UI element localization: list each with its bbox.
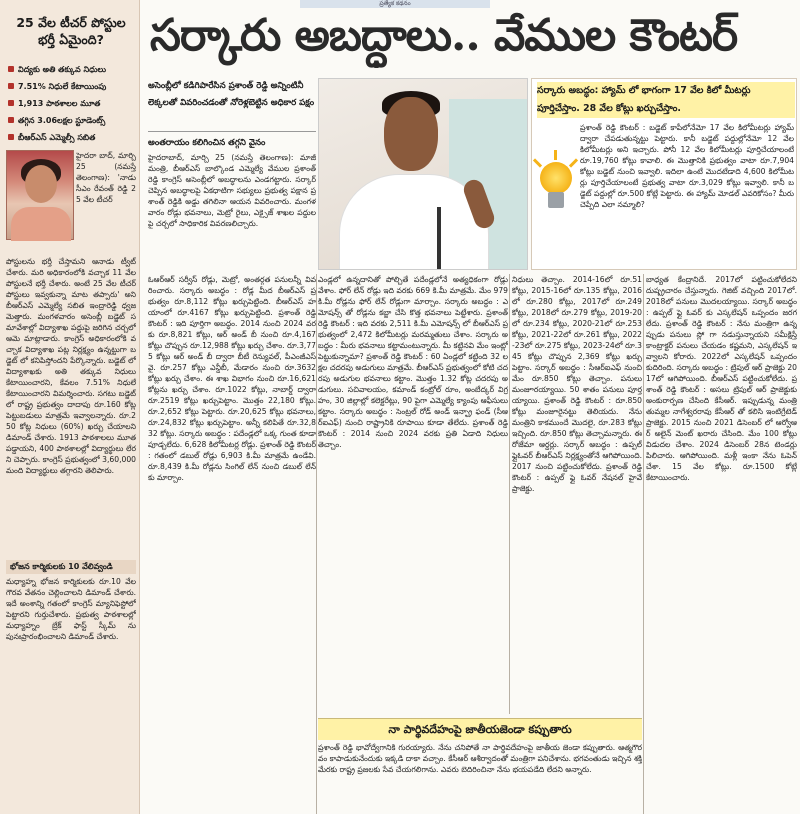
column-divider [316,274,317,814]
sabitha-photo [6,150,74,240]
sidebar-title: 25 వేల టీచర్ పోస్టుల భర్తీ ఏమైంది? [16,15,126,47]
lead-subheading: అంతరాయం కలిగించిన తగ్గని వైనం [148,138,266,148]
factcheck-heading: సర్కారు అబద్ధం: హ్యామ్ లో భాగంగా 17 వేల కిలో మీటర్లు పూర్తిచేస్తాం. 28 వేల కోట్లు ఖర్చుచేస్తాం. [537,82,795,118]
column-divider [509,274,510,714]
emotional-box-body: ప్రశాంత్ రెడ్డి భావోద్వేగానికి గురయ్యారు. నేను చనిపోతే నా పార్థివదేహంపై జాతీయ జెండా కప్పుతారు. ఆత్మగౌరవం కాపాడుకునేందుకు ఇక్కడి దాకా వచ్చాం. కేసీఆర్ ఆశీర్వాదంతో మంత్రిగా పనిచేశాను. భగవంతుడు ఇచ్చిన శక్తి మేరకు రాష్ట్ర ప్రజలకు సేవ చేయగలిగాను. ఎవరు బెదిరించినా నేను భయపడేది లేదని అన్నారు. [318,743,642,774]
sidebar-body-text: పోస్టులను భర్తీ చేస్తామని ఆనాడు ట్వీట్ చేశారు. మరి అధికారంలోకి వచ్చాక 11 వేల పోస్టులనే భర్తీ చేశారు. అంటే 25 వేల టీచర్ పోస్టులు ఇవ్వకున్నా మాట తప్పారు' అని బీఆర్ఎస్ ఎమ్మెల్యే సబిత ఇంద్రారెడ్డి ధ్వజమెత్తారు. మంగళవారం అసెంబ్లీ బడ్జెట్ సమావేశాల్లో విద్యాశాఖ పద్దుపై జరిగిన చర్చలో ఆమె మాట్లాడారు. కాంగ్రెస్ అధికారంలోకి వచ్చాక విద్యాశాఖ పట్ల నిర్లక్ష్యం ఉన్నట్టుగా బడ్జెట్ లో కనిపిస్తోందని పేర్కొన్నారు. బడ్జెట్ లో విద్యాశాఖకు అతి తక్కువ నిధులు కేటాయించారని, కేవలం 7.51% నిధులే కేటాయించారని విమర్శించారు. సగటు బడ్జెట్ లో రాష్ట్ర ప్రభుత్వం దాదాపు రూ.160 కోట్ల పెట్టుబడులు మాత్రమే ఇవ్వాలన్నారు. రూ.250 కోట్ల నిధులు (60%) ఖర్చు చేయాలని డిమాండ్ చేశారు. 1913 పాఠశాలలు మూతపడ్డాయని, 400 పాఠశాలల్లో విద్యార్థులు లేరని చెప్పారు. కాంగ్రెస్ ప్రభుత్వంలో 3,60,000 మంది విద్యార్థులు తగ్గారని తెలిపారు. [6,257,136,475]
article-column-3: నిధులు తెచ్చాం. 2014-16లో రూ.51 కోట్లు, 2015-16లో రూ.135 కోట్లు, 2016లో రూ.280 కోట్లు, 2017లో రూ.249 కోట్లు, 2018లో రూ.279 కోట్లు, 2019-20లో రూ.234 కోట్లు, 2020-21లో రూ.253 కోట్లు, 2021-22లో రూ.261 కోట్లు, 2022-23లో రూ.275 కోట్లు, 2023-24లో రూ.345 కోట్లు చొప్పున 2,369 కోట్లు ఖర్చు పెట్టాం. సర్కార్ అబద్ధం : సీఆర్ఐఎఫ్ నుంచి మేం రూ.850 కోట్లు తెచ్చాం. పనులు మంజూరయ్యాయి. 50 శాతం పనులు పూర్తయ్యాయి. ప్రశాంత్ రెడ్డి కౌంటర్ : రూ.850 కోట్లు మంజూరైనట్టు తెలియదు. నేను మంత్రిని కాకముందే మొదలై, రూ.283 కోట్లు ఇచ్చింది. రూ.850 కోట్లు తెచ్చామన్నారు. ఈ రోజేమా ఆర్డర్లు. సర్కార్ అబద్ధం : ఉప్పల్ ఫ్లైఓవర్ బీఆర్ఎస్ నిర్లక్ష్యంతోనే ఆగిపోయింది. 2017 నుంచి పట్టించుకోలేదు. ప్రశాంత్ రెడ్డి కౌంటర్ : ఉప్పల్ ఫ్లై ఓవర్ నేషనల్ హైవే ప్రాజెక్టు. [512,275,642,493]
top-strip: ప్రత్యేక కథనం [300,0,490,8]
article-column-4: బాధ్యత కేంద్రానిదే. 2017లో పట్టించుకోలేదని దుష్ప్రచారం చేస్తున్నారు. గెజిట్ వచ్చింది 2017లో. 2018లో పనులు మొదలయ్యాయి. సర్కార్ అబద్ధం : ఉప్పల్ ఫ్లై ఓవర్ కు ఎస్కలేషన్ ఒప్పందం జరగలేదు. ప్రశాంత్ రెడ్డి కౌంటర్ : నేను మంత్రిగా ఉన్నప్పుడు పనులు స్లో గా నడుస్తున్నాయని సమీక్షిస్తే కాంట్రాక్టర్ పనులు చేయడం కష్టమని, ఎస్కలేషన్ ఇవ్వాలని కోరారు. 2022లో ఎస్కలేషన్ ఒప్పందం కుదిరింది. సర్కారు అబద్ధం : ట్రిపుల్ ఆర్ ప్రాజెక్టు 2017లో ఆగిపోయింది. బీఆర్ఎస్ పట్టించుకోలేదు. ప్రశాంత్ రెడ్డి కౌంటర్ : అసలు ట్రిపుల్ ఆర్ ప్రాజెక్టుకు అంకురార్పణ చేసింది కేసీఆర్. ఇప్పుడున్న మంత్రి తుమ్మల నాగేశ్వరరావు కేసీఆర్ తో కలిసి ఇంటిగ్రేటెడ్ ప్రాజెక్టు. 2015 నుంచి 2021 డిసెంబర్ లో ఆర్వోఆర్ అలైన్ మెంట్ ఖరారు చేసింది. మేం 100 కోట్లు విడుదల చేశాం. 2024 డిసెంబర్ 28న టెండర్లు పిలిచారు. ఆగిపోయింది. మళ్లీ ఇంకా నేను ఓపెన్ చేశా. 15 వేల కోట్లు. రూ.1500 కోట్లే కేటాయించారు. [646,275,797,482]
sidebar-subheading: భోజన కార్మికులకు 10 వేలివ్వండి [6,560,136,574]
sidebar-bullet: విద్యకు అతి తక్కువ నిధులు [6,62,136,77]
sidebar-bullet: 1,913 పాఠశాలల మూత [6,96,136,111]
headline: సర్కారు అబద్ధాలు.. వేముల కౌంటర్ [150,10,738,61]
lead-heading: అసెంబ్లీలో కడిగిపారేసిన ప్రశాంత్ రెడ్డి అన్నింటినీ లెక్కలతో వివరించడంతో నోరెళ్లబెట్టిన అధికార పక్షం [148,78,316,132]
emotional-box-heading: నా పార్థివదేహంపై జాతీయజెండా కప్పుతారు [318,718,642,740]
sidebar-bullet: బీఆర్ఎస్ ఎమ్మెల్సీ సబిత [6,130,136,145]
article-column-2: ఎండ్లలో ఉన్నదానితో పోల్చితే పదేండ్లలోనే అత్యధికంగా రోడ్లు వేశాం. ఫోర్ లేన్ రోడ్లు ఇది వరకు 669 కి.మీ మాత్రమే. మేం 979 కి.మీ రోడ్లను ఫోర్ లేన్ రోడ్లుగా మార్చాం. సర్కారు అబద్ధం : ఎమోషన్స్ తో రోడ్లను కబ్జా చేసి కొత్త భవనాలు పెట్టేశారు. ప్రశాంత్ రెడ్డి కౌంటర్ : ఇది వరకు 2,511 కి.మీ ఎమోషన్స్ లో బీఆర్ఎస్ ప్రభుత్వంలో 2,472 కిలోమీటర్లు మరమ్మతులు చేశాం. సర్కారు అబద్ధం : మీరు భవనాలు కట్టామంటున్నారు. మీ కట్టినవి మేం ఇంట్లో పెట్టుకున్నామా? ప్రశాంత్ రెడ్డి కౌంటర్ : 60 ఏండ్లలో కట్టింది 32 లక్షల చదరపు అడుగులు మాత్రమే. బీఆర్ఎస్ ప్రభుత్వంలో కోటి చదరపు అడుగుల భవనాలు కట్టాం. మొత్తం 1.32 కోట్ల చదరపు అడుగులు. సచివాలయం, కమాండ్ కంట్రోల్ రూం, అంబేద్కర్ విగ్రహం, 30 జిల్లాల్లో కలెక్టరేట్లు, 90 పైగా ఎమ్మెల్యే క్యాంపు ఆఫీసులు కట్టాం. సర్కారు అబద్ధం : సెంట్రల్ రోడ్ అండ్ ఇన్ఫ్రా ఫండ్ (సీఆర్ఐఎఫ్) నుంచి రాష్ట్రానికి రూపాయి కూడా తేలేదు. ప్రశాంత్ రెడ్డి కౌంటర్ : 2014 నుంచి 2024 వరకు ప్రతి ఏడాది నిధులు తెచ్చాం. [318,275,508,449]
sidebar-bullet: తగ్గిన 3.06లక్షల స్టూడెంట్స్ [6,113,136,128]
sidebar-intro-text: హైదరా బాద్, మార్చి 25 (నమస్తే తెలంగాణ): 'నాడు సీఎం రేవంత్ రెడ్డి 25 వేల టీచర్ [76,151,136,204]
factcheck-body-text: ప్రశాంత్ రెడ్డి కౌంటర్ : బడ్జెట్ కాపీలోనేమో 17 వేల కిలోమీటర్లు హ్యామ్ ద్వారా చేపడుతున్నట్టు పెట్టారు. కానీ బడ్జెట్ పద్దుల్లోనేమో 12 వేల కిలోమీటర్లు అని ఇచ్చారు. పోనీ 12 వేల కిలోమీటర్లు పూర్తిచేయాలంటే రూ.19,760 కోట్లు కావాలి. ఈ మొత్తానికి ప్రభుత్వం వాటా రూ.7,904 కోట్లు బడ్జెట్ నుంచి ఇవ్వాలి. ఇదిలా ఉంటే మొదటేడాది 4,600 కిలోమీటర్లు పూర్తిచేయాలంటే ప్రభుత్వ వాటా రూ.3,029 కోట్లు ఇవ్వాలి. కానీ బడ్జెట్ పద్దుల్లో రూ.500 కోట్లే పెట్టారు. ఈ హ్యామ్ మోడల్ ఎవరికోసం? మీరు చెప్పేది ఎలా నమ్మాలి? [580,123,794,209]
bulb-icon [536,156,576,222]
sidebar-bullet: 7.51% నిధులే కేటాయింపు [6,79,136,94]
sidebar-body-text-2: మధ్యాహ్న భోజన కార్మికులకు రూ.10 వేల గౌరవ వేతనం చెల్లించాలని డిమాండ్ చేశారు. ఇదే అంశాన్ని గతంలో కాంగ్రెస్ మ్యానిఫెస్టోలో పెట్టారని గుర్తుచేశారు. ప్రభుత్వ పాఠశాలల్లో మధ్యాహ్నం బ్రేక్ ఫాస్ట్ స్కీమ్ ను పునఃప్రారంభించాలని డిమాండ్ చేశారు. [6,577,136,641]
prashanth-reddy-photo [318,78,528,270]
article-column-1: ఓఆర్ఆర్ సర్వీస్ రోడ్లు, మెట్రో, అంతర్గత పనులన్నీ వివరించారు. సర్కారు అబద్ధం : రోడ్ల మీద బీఆర్ఎస్ ప్రభుత్వం రూ.8,112 కోట్లు ఖర్చుపెట్టింది. బీఆర్ఎస్ హయాంలో రూ.4167 కోట్లు ఖర్చుపెట్టింది. ప్రశాంత్ రెడ్డి కౌంటర్ : ఇది పూర్తిగా అబద్ధం. 2014 నుంచి 2024 వరకు రూ.8,821 కోట్లు, ఆర్ అండ్ బీ నుంచి రూ.4,167 కోట్లు చొప్పున రూ.12,988 కోట్లు ఖర్చు చేశాం. రూ.3,775 కోట్లు ఆర్ అండ్ బీ ద్వారా బీటీ రెన్యువల్, పీఎంజీఎస్ వై. రూ.257 కోట్లు ఎన్డీబీ, మేడారం నుంచి రూ.3632 కోట్లు ఖర్చు చేశాం. ఈ శాఖ విభాగం నుంచి రూ.16,621 కోట్లను ఖర్చు చేశాం. రూ.1022 కోట్లు, నాబార్డ్ ద్వారా రూ.2519 కోట్లు ఖర్చుపెట్టాం. మొత్తం 22,180 కోట్లు. రూ.2,652 కోట్లు పెట్టారు. రూ.20,625 కోట్లు భవనాలు, రూ.24,832 కోట్లు ఖర్చుపెట్టాం. అన్నీ కలిపితే రూ.32,832 కోట్లు. సర్కారు అబద్ధం : పదేండ్లలో ఒక్క గుంత కూడా పూడ్చలేదు. 6,628 కిలోమీటర్ల రోడ్లు. ప్రశాంత్ రెడ్డి కౌంటర్ : గతంలో డబుల్ రోడ్లు 6,903 కి.మీ మాత్రమే ఉండేవి. రూ.8,439 కి.మీ రోడ్లను సింగిల్ లేన్ నుంచి డబుల్ లేన్ కు మార్చాం. [148,275,316,482]
lead-body-text: హైదరాబాద్, మార్చి 25 (నమస్తే తెలంగాణ): మాజీ మంత్రి, బీఆర్ఎస్ బాల్కొండ ఎమ్మెల్యే వేముల ప్రశాంత్ రెడ్డి కాంగ్రెస్ అసెంబ్లీలో అబద్ధాలను ఎండగట్టారు. సర్కార్ చెప్పిన అబద్ధాలపై ఏకధాటిగా సభ్యులు ప్రభుత్వ పక్షాన ప్రశాంత్ రెడ్డికి అడ్డు తగిలినా ఆయన వివరించారు. మంగళవారం రోడ్లు భవనాలు, మెట్రో రైలు, ఎక్సైజ్ శాఖల పద్దులపై చర్చలో సాధికారిక వివరణలిచ్చారు. [148,153,316,228]
column-divider [643,274,644,814]
